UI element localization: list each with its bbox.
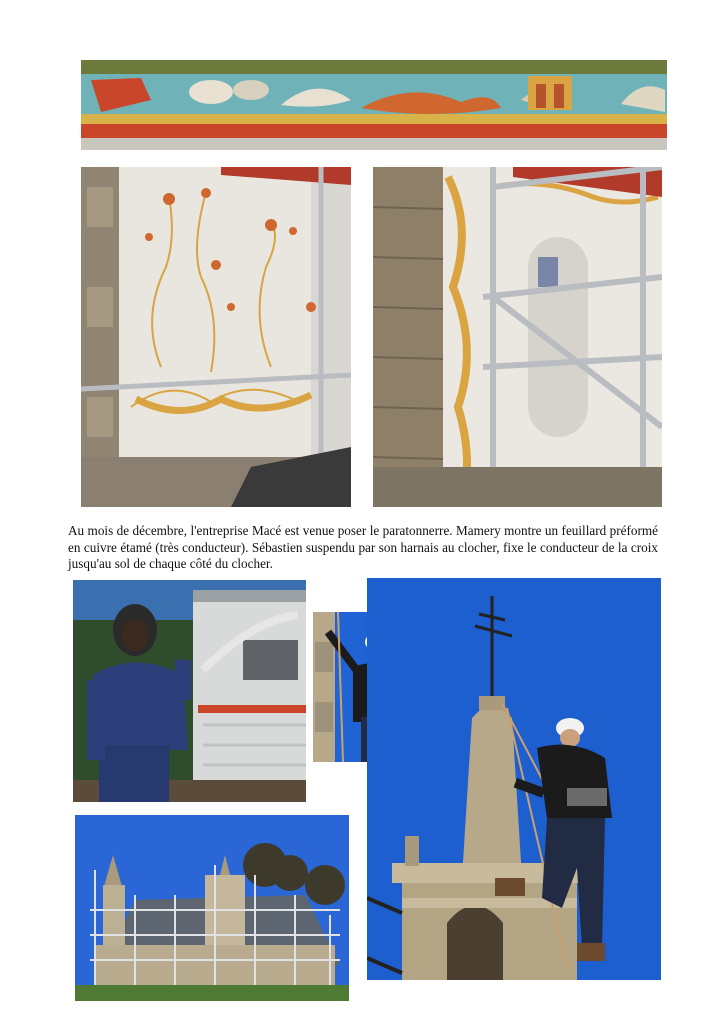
painted-beam-image	[81, 60, 667, 150]
caption-block	[68, 523, 658, 573]
photo-bell-tower-climber	[367, 578, 661, 980]
chapel-image	[75, 815, 349, 1001]
photo-painted-beam	[81, 60, 667, 150]
floral-wall-image	[81, 167, 351, 507]
photo-pillar-scaffolding	[373, 167, 662, 507]
photo-chapel-scaffolding	[75, 815, 349, 1001]
pillar-scaffolding-image	[373, 167, 662, 507]
photo-floral-wall	[81, 167, 351, 507]
mamery-image	[73, 580, 306, 802]
bell-tower-image	[367, 578, 661, 980]
caption-text: Au mois de décembre, l'entreprise Macé est venue poser le paratonnerre. Mamery montre un feuillard préformé en cuivre étamé (très conducteur). Sébastien suspendu par son harnais au clocher, fixe le conducteur de la croix jusqu'au sol de chaque côté du clocher.	[68, 523, 658, 572]
photo-mamery-copper-strip	[73, 580, 306, 802]
